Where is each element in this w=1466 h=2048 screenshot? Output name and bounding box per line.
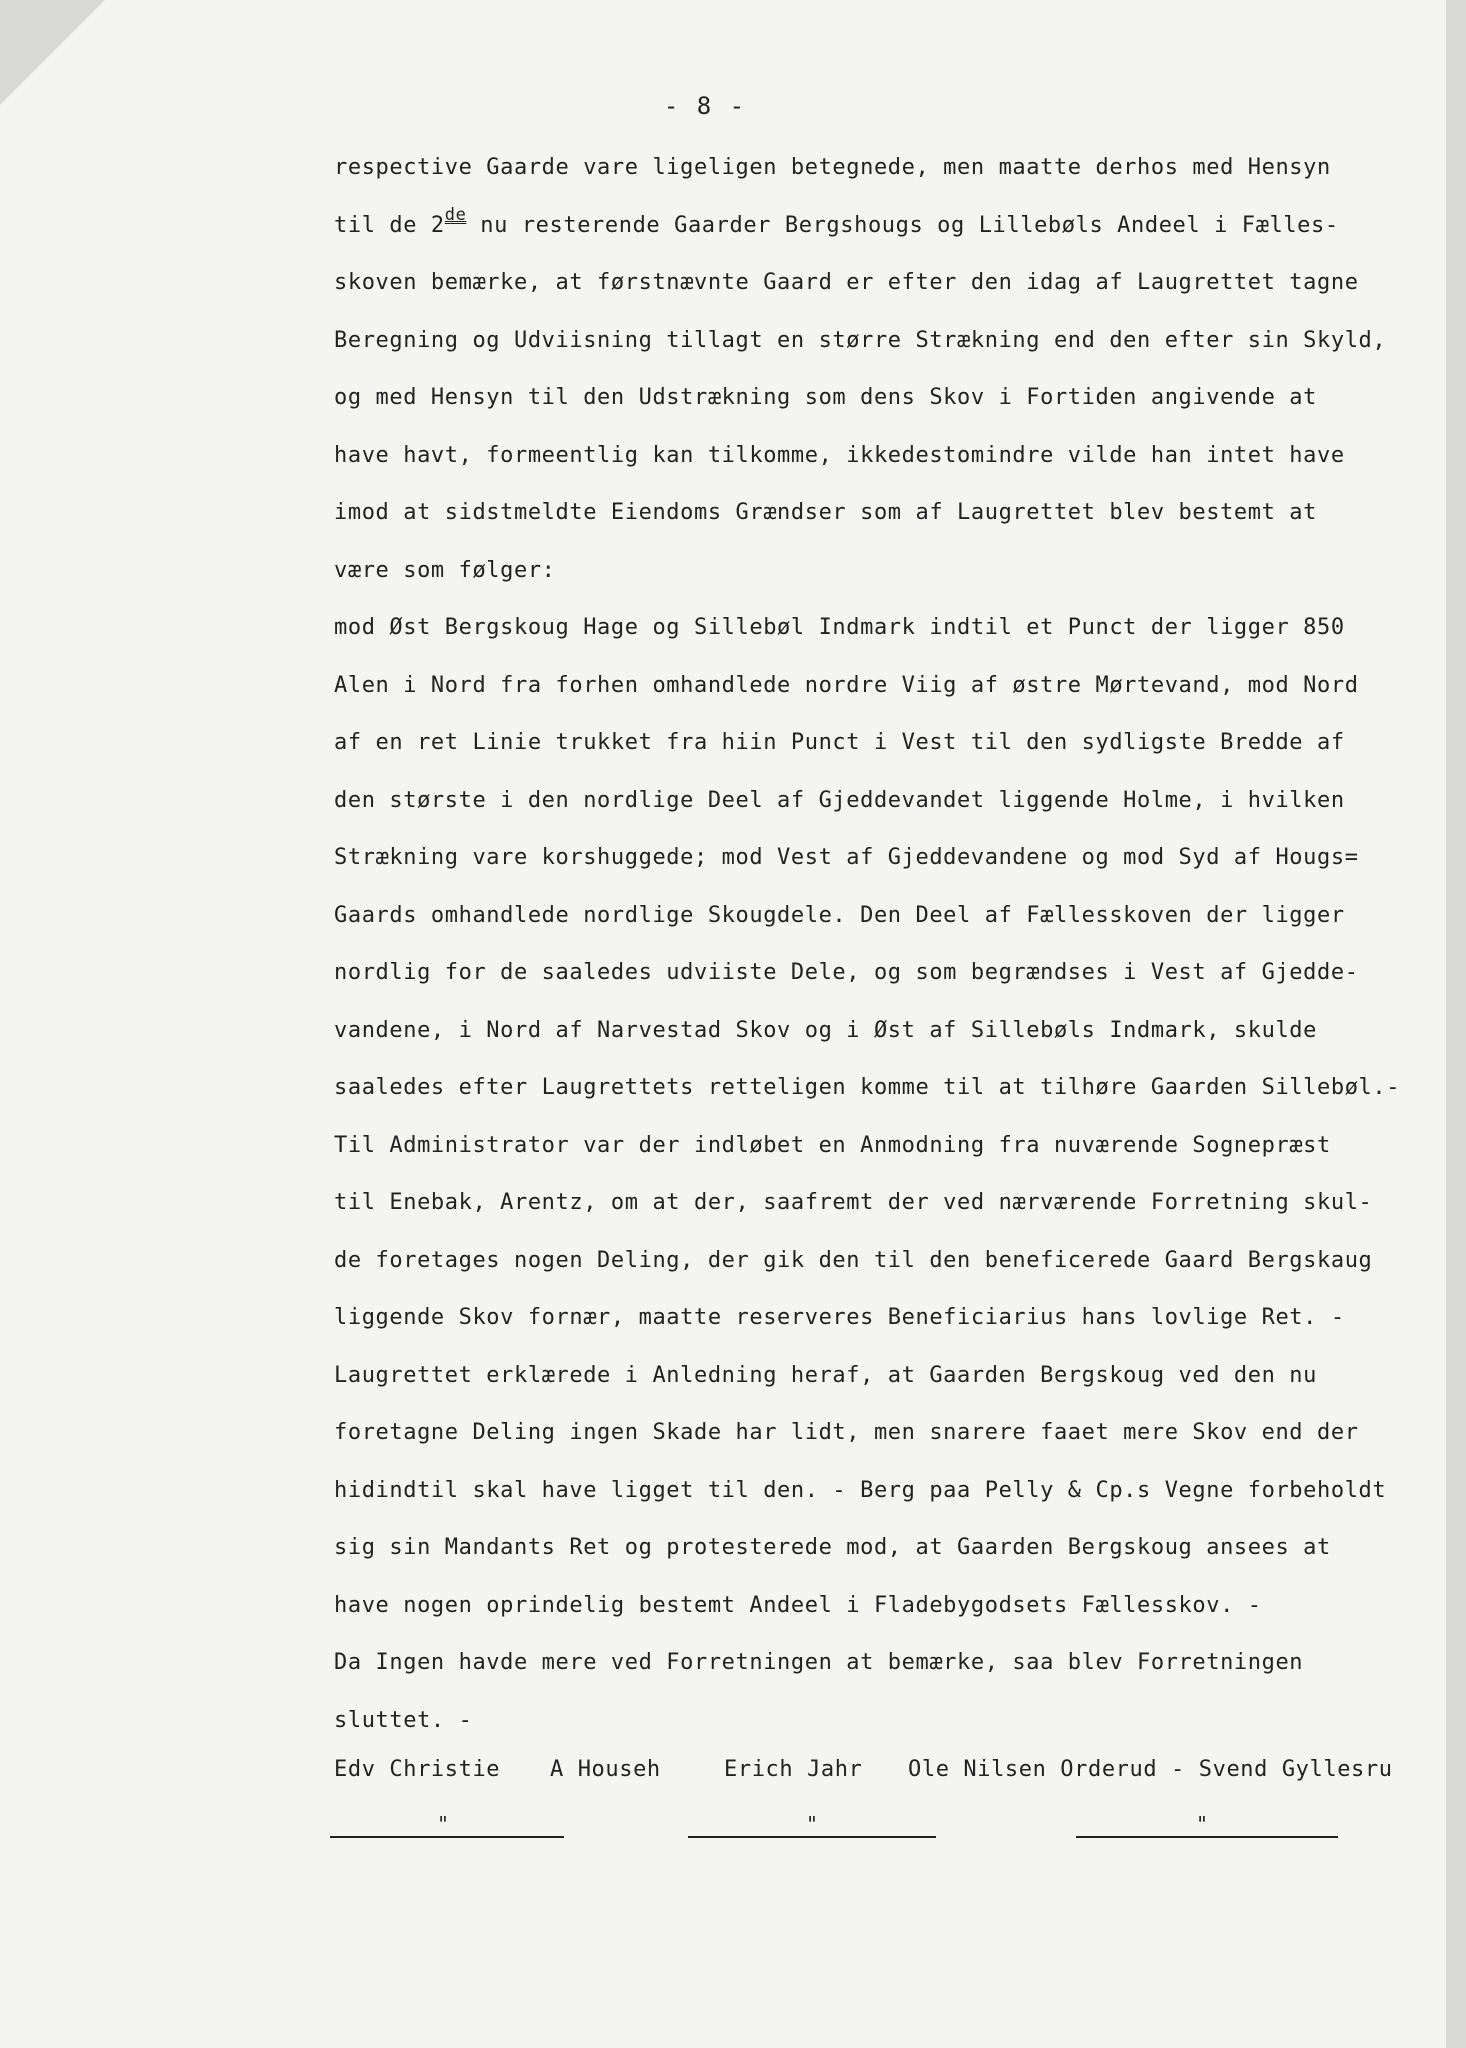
signature-line [688, 1836, 936, 1838]
text-line [334, 206, 1424, 264]
text-line: Laugrettet erklærede i Anledning heraf, at Gaarden Bergskoug ved den nu [334, 1362, 1318, 1388]
signature: Edv Christie [334, 1757, 501, 1782]
text-line: den største i den nordlige Deel af Gjeddevandet liggende Holme, i hvilken [334, 787, 1345, 813]
text-fragment: til de 2 [334, 212, 445, 238]
text-line: de foretages nogen Deling, der gik den til den beneficerede Gaard Bergskaug [334, 1247, 1373, 1273]
text-line: respective Gaarde vare ligeligen betegnede, men maatte derhos med Hensyn [334, 155, 1331, 180]
text-fragment: nu resterende Gaarder Bergshougs og Lillebøls Andeel i Fælles- [466, 212, 1339, 238]
text-line: Da Ingen havde mere ved Forretningen at bemærke, saa blev Forretningen [334, 1650, 1304, 1675]
text-line: af en ret Linie trukket fra hiin Punct i Vest til den sydligste Bredde af [334, 730, 1345, 755]
text-line: sig sin Mandants Ret og protesterede mod, at Gaarden Bergskoug ansees at [334, 1535, 1331, 1560]
signature: Ole Nilsen Orderud - Svend Gyllesru [908, 1757, 1393, 1782]
text-line: have nogen oprindelig bestemt Andeel i Fladebygodsets Fællesskov. - [334, 1592, 1262, 1618]
text-line: nordlig for de saaledes udviiste Dele, og som begrændses i Vest af Gjedde- [334, 960, 1359, 985]
text-line: Strækning vare korshuggede; mod Vest af Gjeddevandene og mod Syd af Hougs= [334, 845, 1359, 870]
text-line: mod Øst Bergskoug Hage og Sillebøl Indmark indtil et Punct der ligger 850 [334, 615, 1345, 640]
page-edge [1446, 0, 1466, 2048]
text-line: sluttet. - [334, 1707, 473, 1733]
signature-row [334, 1757, 1424, 1797]
text-line: foretagne Deling ingen Skade har lidt, men snarere faaet mere Skov end der [334, 1420, 1359, 1445]
text-line: Alen i Nord fra forhen omhandlede nordre Viig af østre Mørtevand, mod Nord [334, 672, 1359, 698]
superscript: de [444, 204, 467, 225]
text-line: have havt, formeentlig kan tilkomme, ikkedestomindre vilde han intet have [334, 442, 1345, 468]
signature: Erich Jahr [724, 1757, 863, 1782]
text-line: være som følger: [334, 557, 556, 583]
ditto-mark: " [806, 1812, 819, 1836]
text-line: og med Hensyn til den Udstrækning som dens Skov i Fortiden angivende at [334, 385, 1318, 410]
text-line: Til Administrator var der indløbet en Anmodning fra nuværende Sognepræst [334, 1132, 1331, 1158]
text-line: skoven bemærke, at førstnævnte Gaard er efter den idag af Laugrettet tagne [334, 270, 1359, 295]
text-line: Gaards omhandlede nordlige Skougdele. Den Deel af Fællesskoven der ligger [334, 902, 1345, 928]
signature-line [330, 1836, 564, 1838]
text-line: imod at sidstmeldte Eiendoms Grændser som af Laugrettet blev bestemt at [334, 500, 1318, 525]
folded-corner [0, 0, 105, 105]
text-line: saaledes efter Laugrettets retteligen komme til at tilhøre Gaarden Sillebøl.- [334, 1075, 1401, 1100]
signature: A Househ [550, 1757, 661, 1782]
text-line: Beregning og Udviisning tillagt en større Strækning end den efter sin Skyld, [334, 327, 1387, 353]
text-line: vandene, i Nord af Narvestad Skov og i Øst af Sillebøls Indmark, skulde [334, 1017, 1318, 1043]
signature-line [1076, 1836, 1338, 1838]
text-line: til Enebak, Arentz, om at der, saafremt der ved nærværende Forretning skul- [334, 1190, 1373, 1215]
page-number: - 8 - [663, 92, 747, 120]
text-line: liggende Skov fornær, maatte reserveres Beneficiarius hans lovlige Ret. - [334, 1305, 1345, 1330]
ditto-mark: " [1196, 1812, 1209, 1836]
body-text [334, 148, 1424, 1758]
ditto-mark: " [437, 1812, 450, 1836]
text-line: hidindtil skal have ligget til den. - Berg paa Pelly & Cp.s Vegne forbeholdt [334, 1477, 1387, 1503]
